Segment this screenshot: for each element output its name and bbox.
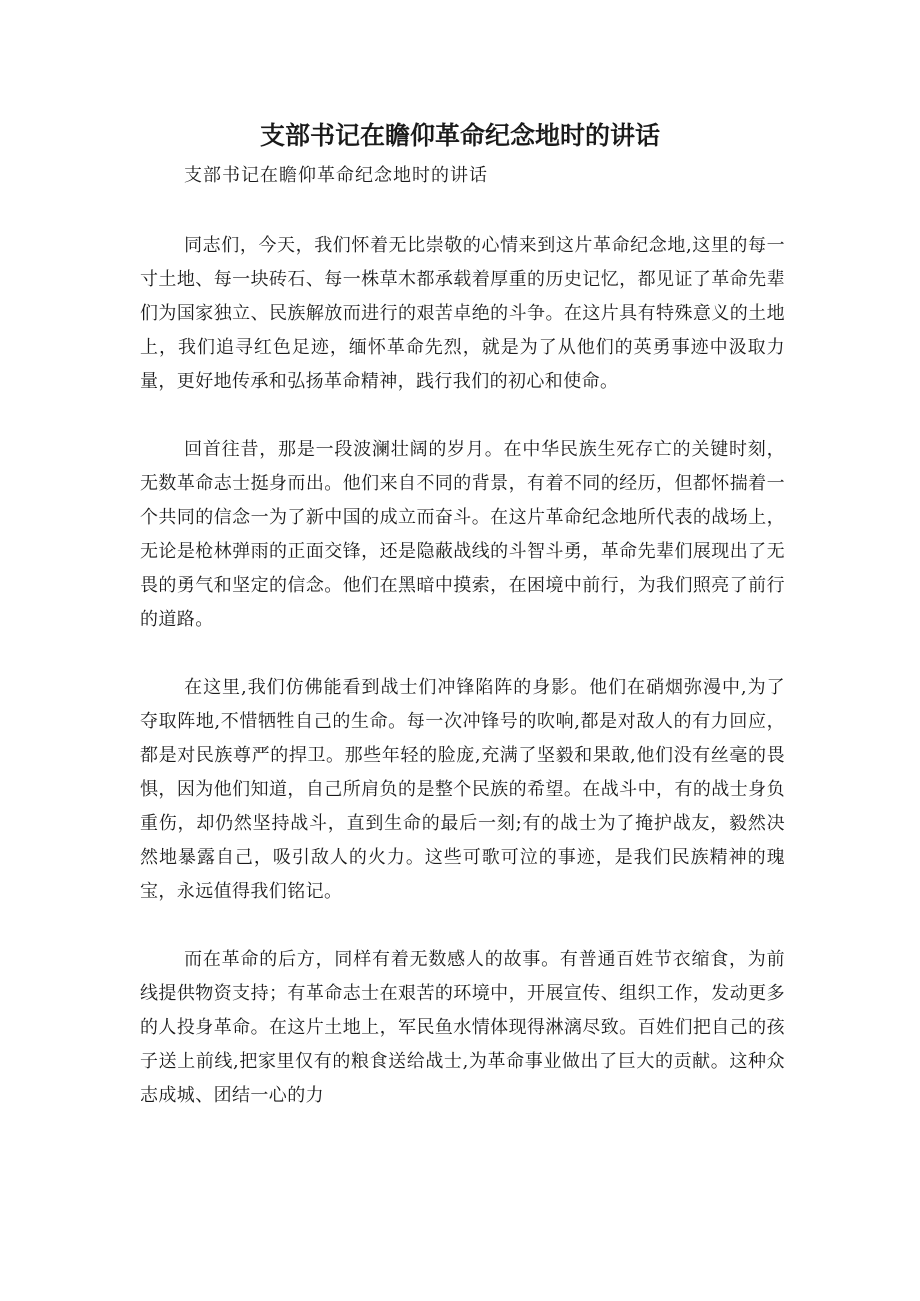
document-body [140, 229, 785, 1147]
document-title: 支部书记在瞻仰革命纪念地时的讲话 [259, 121, 660, 150]
document-subtitle: 支部书记在瞻仰革命纪念地时的讲话 [184, 165, 488, 186]
paragraph-3: 在这里,我们仿佛能看到战士们冲锋陷阵的身影。他们在硝烟弥漫中,为了夺取阵地,不惜牺牲自己的生命。每一次冲锋号的吹响,都是对敌人的有力回应，都是对民族尊严的捍卫。那些年轻的脸庞,充满了坚毅和果敢,他们没有丝毫的畏惧，因为他们知道，自己所肩负的是整个民族的希望。在战斗中，有的战士身负重伤，却仍然坚持战斗，直到生命的最后一刻;有的战士为了掩护战友，毅然决然地暴露自己，吸引敌人的火力。这些可歌可泣的事迹，是我们民族精神的瑰宝，永远值得我们铭记。 [140, 677, 785, 902]
paragraph-1: 同志们，今天，我们怀着无比崇敬的心情来到这片革命纪念地,这里的每一寸土地、每一块砖石、每一株草木都承载着厚重的历史记忆，都见证了革命先辈们为国家独立、民族解放而进行的艰苦卓绝的斗争。在这片具有特殊意义的土地上，我们追寻红色足迹，缅怀革命先烈，就是为了从他们的英勇事迹中汲取力量，更好地传承和弘扬革命精神，践行我们的初心和使命。 [140, 235, 785, 392]
paragraph-4: 而在革命的后方，同样有着无数感人的故事。有普通百姓节衣缩食，为前线提供物资支持；有革命志士在艰苦的环境中，开展宣传、组织工作，发动更多的人投身革命。在这片土地上，军民鱼水情体现得淋漓尽致。百姓们把自己的孩子送上前线,把家里仅有的粮食送给战士,为革命事业做出了巨大的贡献。这种众志成城、团结一心的力 [140, 949, 785, 1106]
paragraph-2: 回首往昔，那是一段波澜壮阔的岁月。在中华民族生死存亡的关键时刻，无数革命志士挺身而出。他们来自不同的背景，有着不同的经历，但都怀揣着一个共同的信念一为了新中国的成立而奋斗。在这片革命纪念地所代表的战场上，无论是枪林弹雨的正面交锋，还是隐蔽战线的斗智斗勇，革命先辈们展现出了无畏的勇气和坚定的信念。他们在黑暗中摸索，在困境中前行，为我们照亮了前行的道路。 [140, 439, 785, 630]
